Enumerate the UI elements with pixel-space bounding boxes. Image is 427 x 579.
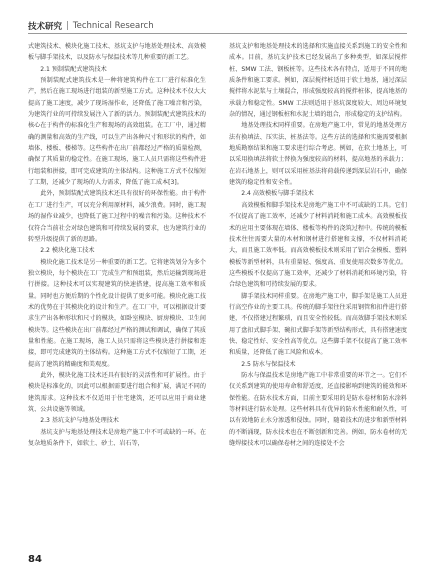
paragraph: 防水与保温技术是房地产施工中非常重要的环节之一。它们不仅关系到建筑的使用寿命和舒适度，还直接影响到建筑的能效和环保性能。在防水技术方面，目前主要采用的是防水卷材和防水涂料等材料进行防水处理。这些材料具有优异的防水性能和耐久性，可以有效地防止水分渗透和侵蚀。同时，随着技术的进步和新型材料的不断涌现，防水技术也在不断创新和完善。例如，防水卷材的无缝焊接技术可以确保卷材之间的连接处不会: [229, 371, 407, 448]
paragraph: 基坑支护和地基处理技术的选择和实施直接关系到施工的安全性和成本。目前，基坑支护技术已经发展出了多种类型，如深层搅拌桩、SMW 工法、钢板桩等。这些技术各有特点，适用于不同的地质条件和施工要求。例如，深层搅拌桩适用于软土地基，通过深层搅拌将水泥浆与土壤混合，形成强度较高的搅拌桩体，提高地基的承载力和稳定性。SMW 工法则适用于基坑深度较大、周边环境复杂的情况，通过钢板桩和水泥土墙的组合，形成稳定的支护结构。: [229, 43, 407, 119]
paragraph: 预制装配式建筑技术是一种将建筑构件在工厂进行标准化生产，然后在施工现场进行组装的新型施工方式。这种技术不仅大大提高了施工速度，减少了现场湿作业，还降低了施工噪音和污染，为建筑行业的可持续发展注入了新的活力。预制装配式建筑技术的核心在于构件的标准化生产和现场的高效组装。在工厂中，通过精确的测量和高效的生产线，可以生产出各种尺寸和形状的构件，如墙体、楼板、楼梯等。这些构件在出厂前都经过严格的质量检测，确保了其质量的稳定性。在施工现场，施工人员只需将这些构件进行组装和拼接，即可完成建筑的主体结构。这种施工方式不仅缩短了工期，还减少了现场的人力需求，降低了施工成本[3]。: [28, 77, 206, 187]
page-number: 84: [28, 554, 42, 565]
paragraph: 式建筑技术、模块化施工技术、基坑支护与地基处理技术、高效模板与脚手架技术，以及防水与保温技术等几种重要的新工艺。: [28, 43, 206, 62]
paragraph: 模块化施工技术是另一种重要的新工艺。它将建筑划分为多个独立模块，每个模块在工厂完成生产和预组装，然后运输到现场进行拼接。这种技术可以实现建筑的快速搭建，提高施工效率和质量。同时也方便后期的个性化设计提供了更多可能。模块化施工技术的优势在于其模块化的设计和生产。在工厂中，可以根据设计要求生产出各种形状和尺寸的模块，如卧室模块、厨房模块、卫生间模块等。这些模块在出厂前都经过严格的测试和调试，确保了其质量和性能。在施工现场，施工人员只需将这些模块进行拼接和连接，即可完成建筑的主体结构。这种施工方式不仅缩短了工期，还提高了建筑的精确度和美观度。: [28, 258, 206, 368]
paragraph: 基坑支护与地基处理技术是房地产施工中不可或缺的一环。在复杂地质条件下，如软土、砂土、岩石等，: [28, 428, 206, 448]
left-column: [28, 41, 206, 539]
right-column: [229, 41, 407, 539]
section-heading: 2.3 基坑支护与地基处理技术: [40, 417, 119, 425]
paragraph: 此外，预制装配式建筑技术还具有很好的环保性能。由于构件在工厂进行生产，可以充分利用原材料，减少浪费。同时，施工现场的湿作业减少，也降低了施工过程中的噪音和污染。这种技术不仅符合当前社会对绿色建筑和可持续发展的要求，也为建筑行业的转型升级提供了新的思路。: [28, 190, 206, 243]
header-category: Technical Research: [72, 21, 154, 31]
article-body: [28, 41, 407, 539]
paragraph: 此外，模块化施工技术还具有很好的灵活性和可扩展性。由于模块是标准化的，因此可以根据需要进行组合和扩展，满足不同的建筑需求。这种技术不仅适用于住宅建筑，还可以应用于商业建筑、公共设施等领域。: [28, 371, 206, 413]
paragraph: 地基处理技术同样重要。在房地产施工中，常见的地基处理方法有换填法、压实法、桩基法等。这些方法的选择和实施需要根据地质勘察结果和施工要求进行综合考虑。例如，在软土地基上，可以采用换填法将软土替换为强度较高的材料，提高地基的承载力；在岩石地基上，则可以采用桩基法将荷载传递到深层岩石中，确保建筑的稳定性和安全性。: [229, 122, 407, 187]
section-heading: 2.4 高效模板与脚手架技术: [241, 190, 314, 198]
section-heading: 2.2 模块化施工技术: [40, 247, 95, 255]
header-separator: |: [66, 21, 69, 31]
header-divider: [28, 33, 407, 34]
header-section: 技术研究: [28, 22, 63, 32]
section-heading: 2.5 防水与保温技术: [241, 360, 296, 368]
running-header: [28, 20, 407, 32]
paragraph: 脚手架技术同样重要。在房地产施工中，脚手架是施工人员进行高空作业的主要工具。传统的脚手架往往采用钢管和扣件进行搭建，不仅搭建过程繁琐，而且安全性较低。而高效脚手架技术则采用了盘扣式脚手架、碗扣式脚手架等新型结构形式，具有搭建速度快、稳定性好、安全性高等优点。这些脚手架不仅提高了施工效率和质量，还降低了施工风险和成本。: [229, 292, 407, 357]
section-heading: 2.1 预制装配式建筑技术: [40, 65, 107, 73]
paragraph: 高效模板和脚手架技术是房地产施工中不可或缺的工具。它们不仅提高了施工效率，还减少了材料消耗和施工成本。高效模板技术的应用主要体现在墙体、楼板等构件的浇筑过程中。传统的模板技术往往需要大量的木材和钢材进行搭建和支撑，不仅材料消耗大，而且施工效率低。而高效模板技术则采用了铝合金模板、塑料模板等新型材料，具有重量轻、强度高、重复使用次数多等优点。这些模板不仅提高了施工效率，还减少了材料消耗和环境污染，符合绿色建筑和可持续发展的要求。: [229, 201, 407, 289]
